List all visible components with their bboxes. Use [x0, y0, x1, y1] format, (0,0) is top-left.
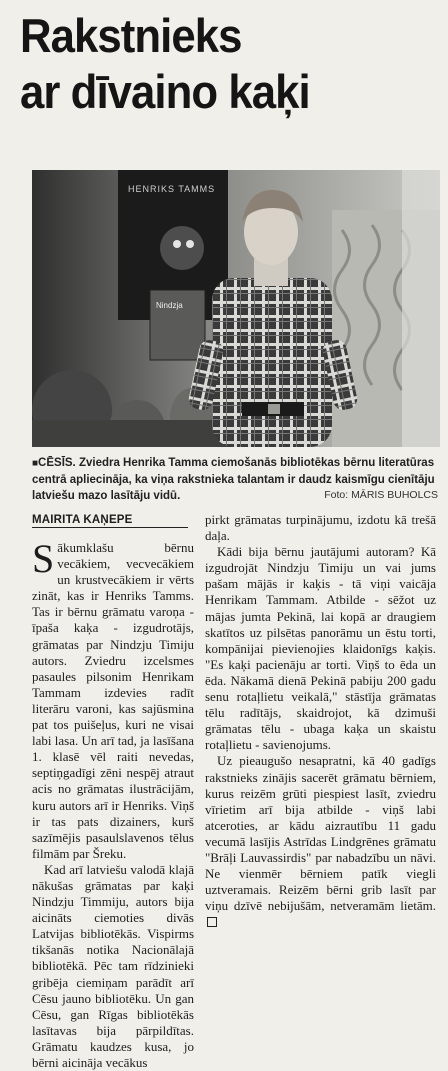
caption-text: CĒSĪS. Zviedra Henrika Tamma ciemošanās bibliotēkas bērnu literatūras centrā apliecināja, ka viņa rakstnieka talantam ir daudz kaismīgu cienītāju latviešu mazo lasītāju vidū.	[32, 457, 435, 502]
end-of-article-icon	[207, 917, 217, 927]
paragraph: pirkt grāmatas turpinājumu, izdotu kā trešā daļa.	[205, 512, 436, 544]
paragraph	[205, 753, 436, 930]
author-byline: MAIRITA KAŅEPE	[32, 514, 188, 528]
paragraph	[32, 536, 194, 862]
paragraph-text: ākumklašu bērnu vecākiem, vecvecākiem un krustvecākiem ir vērts zināt, kas ir Henriks Tamms. Tas ir bērnu grāmatu varoņa - īpaša kaķa - izgudrotājs, grāmatas par Nindzju Timiju autors. Zviedru izcelsmes pasaules pilsonim Henrikam Tammam izdevies radīt literāru varoni, kas sajūsmina pat tos puišeļus, kuri ne visai labi lasa. Un arī tad, ja lasīšana 1. klasē vēl raiti nevedas, septiņgadīgi zēni nespēj atraut acis no grāmatas ilustrācijām, kuru autors arī ir Henriks. Viņš ir tas pats dizainers, kurš sazīmējis pasaulslavenos tēlus filmām par Šreku.	[32, 540, 194, 861]
article-column-right	[205, 512, 436, 930]
photo-illustration	[32, 170, 440, 447]
caption-bullet: ■	[32, 458, 39, 469]
headline	[20, 8, 411, 120]
paragraph-text: Uz pieaugušo nesapratni, kā 40 gadīgs rakstnieks zinājis sacerēt grāmatu bērniem, kurus reizēm grūti piespiest lasīt, zviedru vīrietim arī bija atbilde - viņš labi atceroties, ar kādu aizrautību 11 gadu vecumā lasījis Astrīdas Lindgrēnes grāmatu "Brāļi Lauvassirdis" par nabadzību un nāvi. Ne vienmēr bērniem patīk viegli uztveramais. Reizēm bērni grib lasīt par viņu dzīvē nebijušām, netveramām lietām.	[205, 753, 436, 914]
headline-line-2: ar dīvaino kaķi	[20, 65, 310, 118]
man-shirt	[212, 278, 332, 447]
photo-credit: Foto: MĀRIS BUHOLCS	[324, 489, 438, 501]
paragraph: Kādi bija bērnu jautājumi autoram? Kā izgudrojāt Nindzju Timiju un vai jums pašam mājās ir kaķis - tā viņi vaicāja Henrikam Tammam. Atbilde - sēžot uz mājas jumta Pekinā, lai kopā ar draugiem skatītos uz pilsētas panorāmu un ēstu torti, kompānijai pievienojies klaidonīgs kaķis. "Es kaķi pacienāju ar torti. Viņš to ēda un ēda. Nākamā dienā Pekinā pabiju 200 gadu senu rotaļlietu veikalā," stāstīja grāmatas tēlu radītājs, skaidrojot, kā dzimuši grāmatas tēlu - ubaga kaķa un skaistu rotaļlietu - savienojums.	[205, 544, 436, 753]
book-title: Nindzja	[156, 301, 183, 310]
article-photo	[32, 170, 440, 447]
paragraph: Kad arī latviešu valodā klajā nākušas grāmatas par kaķi Nindzju Timmiju, autors bija aicināts ciemoties divās Latvijas bibliotēkās. Vispirms tikšanās notika Nacionālajā bibliotēkā. Pēc tam rīdzinieki gribēja ciemiņam parādīt arī Cēsu jauno bibliotēku. Un gan Cēsu, gan Rīgas bibliotēkās lasītavas bija pārpildītas. Grāmatu kaudzes kusa, jo bērni aicināja vecākus	[32, 861, 194, 1070]
drop-cap: S	[32, 536, 55, 581]
headline-line-1: Rakstnieks	[20, 9, 242, 62]
poster-title: HENRIKS TAMMS	[128, 184, 216, 194]
article-column-left	[32, 536, 194, 1071]
